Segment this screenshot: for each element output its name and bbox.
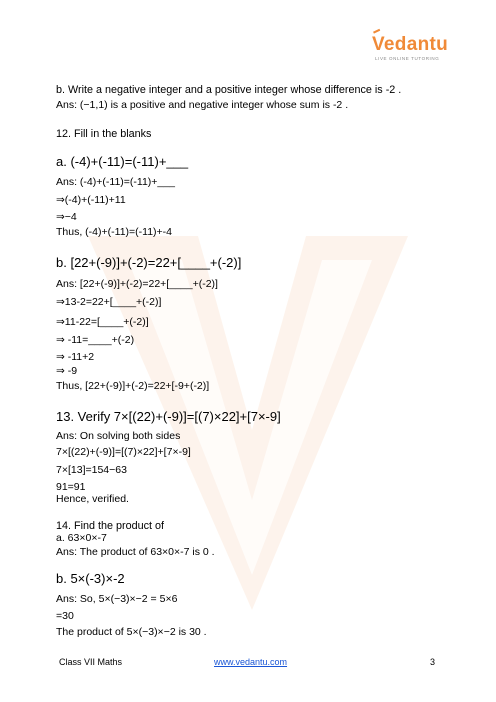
step-13-4: Hence, verified. [56, 493, 129, 505]
step-12a-1: ⇒(-4)+(-11)+11 [56, 194, 126, 206]
step-14b-1: =30 [56, 610, 74, 622]
step-12b-2: ⇒11-22=[____+(-2)] [56, 316, 149, 328]
answer-14a: Ans: The product of 63×0×-7 is 0 . [56, 546, 215, 558]
answer-13: Ans: On solving both sides [56, 430, 181, 442]
step-13-2: 7×[13]=154−63 [56, 464, 127, 476]
question-12a: a. (-4)+(-11)=(-11)+___ [56, 154, 189, 169]
thus-12a: Thus, (-4)+(-11)=(-11)+-4 [56, 226, 173, 238]
question-13: 13. Verify 7×[(22)+(-9)]=[(7)×22]+[7×-9] [56, 409, 281, 424]
question-14-heading: 14. Find the product of [56, 520, 165, 532]
question-12b: b. [22+(-9)]+(-2)=22+[____+(-2)] [56, 255, 242, 270]
step-12b-4: ⇒ -11+2 [56, 351, 95, 363]
answer-14b: Ans: So, 5×(−3)×−2 = 5×6 [56, 593, 178, 605]
step-12b-5: ⇒ -9 [56, 365, 78, 377]
question-12-heading: 12. Fill in the blanks [56, 128, 152, 140]
thus-12b: Thus, [22+(-9)]+(-2)=22+[-9+(-2)] [56, 380, 210, 392]
step-14b-2: The product of 5×(−3)×−2 is 30 . [56, 626, 207, 638]
question-14a: a. 63×0×-7 [56, 532, 107, 544]
step-12b-3: ⇒ -11=____+(-2) [56, 334, 135, 346]
step-13-1: 7×[(22)+(-9)]=[(7)×22]+[7×-9] [56, 446, 191, 458]
vedantu-logo [372, 34, 452, 64]
logo-name: Vedantu [372, 34, 449, 55]
footer-class: Class VII Maths [59, 657, 123, 667]
answer-12a: Ans: (-4)+(-11)=(-11)+___ [56, 176, 175, 188]
step-12a-2: ⇒−4 [56, 211, 77, 223]
answer-12b: Ans: [22+(-9)]+(-2)=22+[____+(-2)] [56, 278, 218, 290]
footer-link[interactable]: www.vedantu.com [214, 657, 288, 667]
question-14b: b. 5×(-3)×-2 [56, 571, 125, 586]
step-13-3: 91=91 [56, 481, 86, 493]
answer-b: Ans: (−1,1) is a positive and negative integer whose sum is -2 . [56, 99, 349, 111]
step-12b-1: ⇒13-2=22+[____+(-2)] [56, 296, 162, 308]
question-b: b. Write a negative integer and a positive integer whose difference is -2 . [56, 84, 402, 96]
logo-tagline: LIVE ONLINE TUTORING [375, 56, 440, 61]
page-number: 3 [430, 657, 436, 667]
